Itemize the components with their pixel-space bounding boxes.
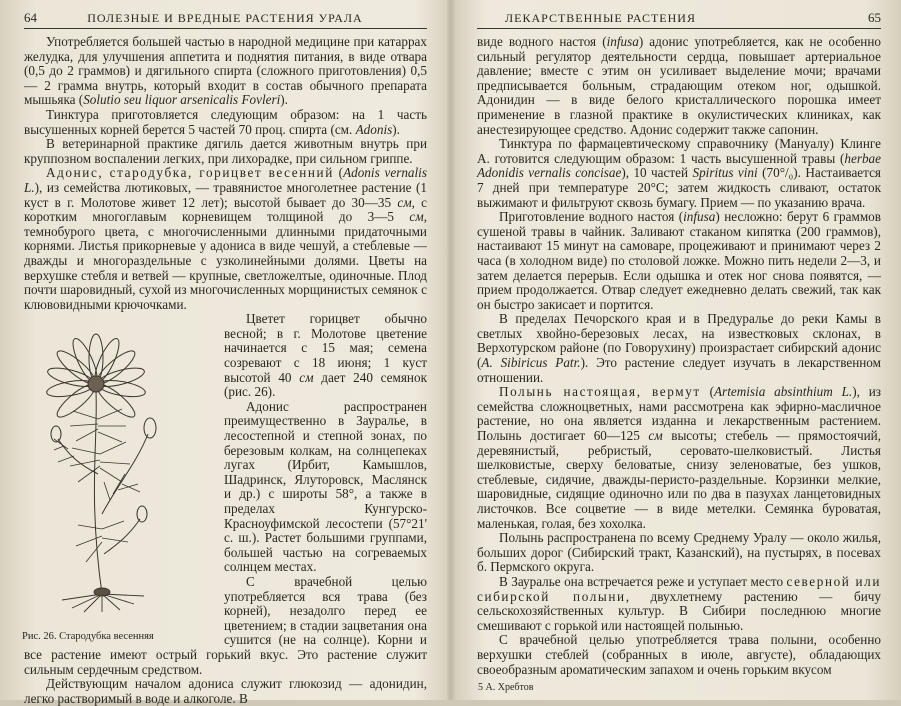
running-head-left (24, 10, 427, 29)
paragraph: виде водного настоя (infusa) адонис употребляется, как не особенно сильный регулятор деятельности сердца, повышает артериальное давление; вместе с этим он усиливает выделение мочи; врачами предписывается больным, страдающим отеком ног, одышкой. Адонидин — в виде белого кристаллического порошка имеет применение в глазной практике в окулистических клиниках, как анестезирующее средство. Адонис содержит также сапонин. (477, 34, 881, 137)
paragraph: Тинктура приготовляется следующим образом: на 1 часть высушенных корней берется 5 частей 70 проц. спирта (см. Adonis). (24, 106, 427, 137)
running-head-title: ПОЛЕЗНЫЕ И ВРЕДНЫЕ РАСТЕНИЯ УРАЛА (87, 11, 363, 25)
figure-caption: Рис. 26. Стародубка весенняя (22, 631, 154, 643)
adonis-illustration (18, 314, 218, 614)
paragraph: Цветет горицвет обычно весной; в г. Молотове цветение начинается с 15 мая; семена созревают с 18 июня; 1 куст высотой 40 см дает 240 семянок (рис. 26). (224, 311, 427, 400)
paragraph: Полынь настоящая, вермут (Artemisia absinthium L.), из семейства сложноцветных, нами рассмотрена как эфирно-масличное растение, но она является изданна и лекарственным растением. Полынь достигает 60—125 см высоты; стебель — прямостоячий, деревянистый, ребристый, серовато-шелковистый. Листья шелковистые, сверху беловатые, снизу зеленоватые, без ушков, стеблевые, сидячие, дважды-перисто-раздельные. Корзинки мелкие, шаровидные, сидящие одиночно или по два в пазухах ланцетовидных листочков. Все соцветие — в виде метелки. Семянка буроватая, маленькая, голая, без хохолка. (477, 384, 881, 531)
running-head-title: ЛЕКАРСТВЕННЫЕ РАСТЕНИЯ (505, 11, 696, 25)
figure-adonis (18, 314, 218, 642)
left-page (0, 0, 445, 706)
paragraph: Употребляется большей частью в народной медицине при катаррах желудка, для улучшения аппетита и поднятия питания, в виде отвара (0,5 до 2 граммов) и дягильного спирта (сложного приготовления) 0,5 — 2 грамма внутрь, который входит в состав обычного препарата мышьяка (Solutio seu liquor arsenicalis Fovleri). (24, 34, 427, 108)
paragraph: Адонис, стародубка, горицвет весенний (Adonis vernalis L.), из семейства лютиковых, — травянистое многолетнее растение (1 куст в г. Молотове живет 12 лет); высотой бывает до 30—35 см, с коротким многоглавым корневищем толщиной до 3—5 см, темнобурого цвета, с многочисленными длинными придаточными корнями. Листья прикорневые у адониса в виде чешуй, а стеблевые — дважды и многораздельные с узколинейными долями. Цветы на верхушке стебля и ветвей — крупные, светложелтые, одиночные. Плод почти шаровидный, сухой из многочисленных морщинистых семянок с клювовидными крючочками. (24, 165, 428, 312)
paragraph: С врачебной целью употребляется трава полыни, особенно верхушки стеблей (собранных в июле, августе), обладающих своеобразным ароматическим запахом и очень горьким вкусом (477, 632, 881, 677)
paragraph: Полынь распространена по всему Среднему Уралу — около жилья, больших дорог (Сибирский тракт, Казанский), на пустырях, в посевах б. Пермского округа. (477, 530, 881, 575)
signature-mark: 5 А. Хребтов (478, 682, 534, 693)
paragraph: В пределах Печорского края и в Предуралье до реки Камы в светлых хвойно-березовых лесах, на известковых склонах, в Верхотурском районе (по Говорухину) произрастает сибирский адонис (A. Sibiricus Patr.). Это растение следует изучать в лекарственном отношении. (477, 311, 881, 385)
right-page (451, 0, 901, 700)
paragraph: Адонис распространен преимущественно в Зауралье, в лесостепной и степной зонах, по березовым колкам, на солнцепеках лугах (Ирбит, Камышлов, Шадринск, Ялуторовск, Маслянск и др.) с широты 58°, а также в пределах Кунгурско-Красноуфимской лесостепи (57°21' с. ш.). Растет большими группами, большей частью на согреваемых солнцем местах. (224, 398, 427, 575)
paragraph: В Зауралье она встречается реже и уступает место северной или сибирской полыни, двухлетнему растению — бичу сельскохозяйственных культур. В Сибири последнюю многие смешивают с горькой или настоящей полынью. (477, 573, 881, 633)
paragraph: В ветеринарной практике дягиль дается животным внутрь при круппозном воспалении легких, при лихорадке, при сильном гриппе. (24, 136, 427, 166)
page-number: 64 (24, 10, 37, 25)
paragraph: Приготовление водного настоя (infusa) несложно: берут 6 граммов сушеной травы в чайник. Заливают стаканом кипятка (200 граммов), настаивают 15 минут на самоваре, процеживают и принимают через 2 часа (в холодном виде) по столовой ложке. Можно пить недели 2—3, и затем делается перерыв. Если одышка и отек ног снова появятся, — прием продолжается. Отвар следует ежедневно делать свежий, так как он быстро закисает и портится. (477, 209, 881, 312)
paragraph: С врачебной целью употребляется вся трава (без корней), незадолго перед ее цветением; в стадии зацветания она сушится (не на солнце). Корни и все растение имеют острый горький вкус. Это растение служит сильным сердечным средством. (24, 573, 427, 677)
paragraph: Тинктура по фармацевтическому справочнику (Мануалу) Клинге А. готовится следующим образом: 1 часть высушенной травы (herbae Adonidis vernalis concisae), 10 частей Spiritus vini (70°/₀). Настаивается 7 дней при температуре 20°C; затем жидкость сливают, остаток выжимают и фильтруют сквозь бумагу. Прием — по указанию врача. (477, 136, 881, 210)
page-number: 65 (868, 10, 881, 25)
paragraph: Действующим началом адониса служит глюкозид — адонидин, легко растворимый в воде и алкоголе. В (24, 676, 427, 706)
running-head-right (477, 10, 881, 29)
